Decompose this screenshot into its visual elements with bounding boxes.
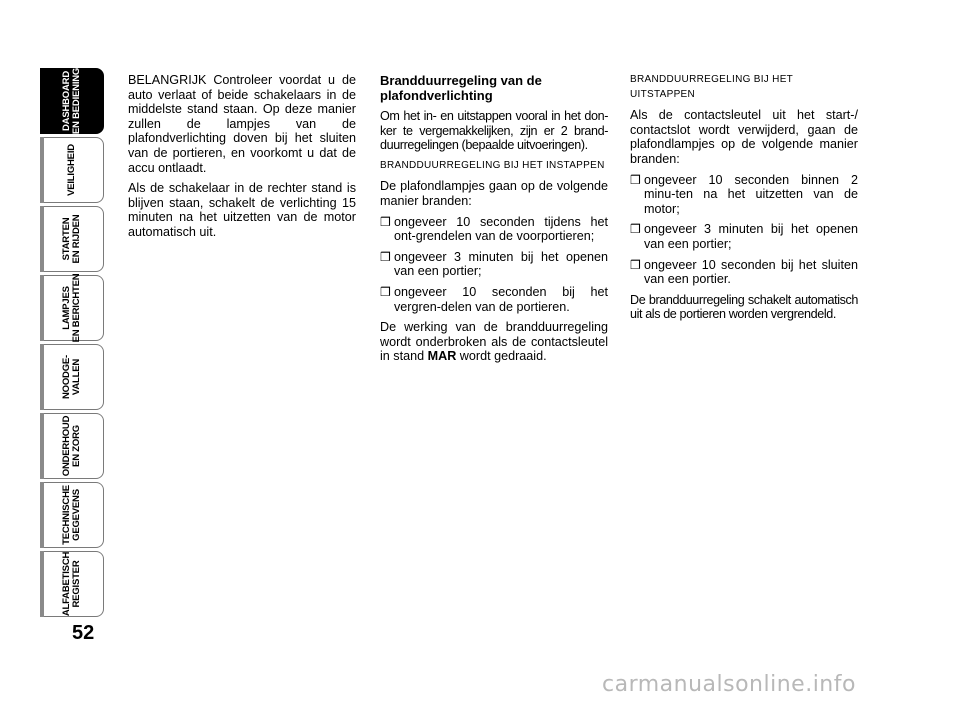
checkbox-bullet-icon: ❒ (630, 172, 641, 187)
tab-technische-gegevens[interactable] (40, 482, 104, 548)
list-item (630, 222, 858, 251)
list-item-text: ongeveer 3 minuten bij het openen van een portier; (644, 222, 858, 251)
paragraph: Als de schakelaar in de rechter stand is blijven staan, schakelt de verlichting 15 minuten na het uitzetten van de motor automatisch uit. (128, 181, 356, 239)
column-2 (380, 73, 608, 370)
tab-onderhoud-en-zorg[interactable] (40, 413, 104, 479)
column-3 (630, 73, 858, 328)
page-number: 52 (72, 622, 95, 644)
tab-dashboard-en-bediening[interactable] (40, 68, 104, 134)
subheading-uitstappen: BRANDDUURREGELING BIJ HET UITSTAPPEN (630, 74, 793, 100)
outro-paragraph (380, 320, 608, 364)
list-item-text: ongeveer 10 seconden tijdens het ont-grendelen van de voorportieren; (394, 214, 608, 244)
outro-text-end: wordt gedraaid. (459, 349, 547, 364)
tab-veiligheid[interactable] (40, 137, 104, 203)
checkbox-bullet-icon: ❒ (380, 284, 391, 299)
important-note: BELANGRIJK Controleer voordat u de auto verlaat of beide schakelaars in de middelste stand staan. Op deze manier zullen de lampjes van de plafondverlichting doven bij het sluiten van de portieren, en voorkomt u dat de accu ontlaadt. (128, 73, 356, 175)
tab-noodgevallen[interactable] (40, 344, 104, 410)
list-item (380, 250, 608, 279)
tab-label: STARTEN EN RIJDEN (60, 214, 82, 264)
checkbox-bullet-icon: ❒ (380, 214, 391, 229)
list-item (630, 258, 858, 287)
outro-text: De werking van de brandduurregeling wordt onderbroken als de contactsleutel in stand (380, 320, 608, 364)
tab-label: DASHBOARD EN BEDIENING (60, 67, 82, 135)
tab-label: VEILIGHEID (65, 144, 77, 196)
tab-label: TECHNISCHE GEGEVENS (60, 485, 82, 545)
column-1 (128, 73, 356, 246)
checkbox-bullet-icon: ❒ (630, 257, 641, 272)
list-item-text: ongeveer 10 seconden bij het sluiten van een portier. (644, 257, 858, 287)
tab-alfabetisch-register[interactable] (40, 551, 104, 617)
watermark: carmanualsonline.info (602, 672, 856, 697)
subheading-instappen: BRANDDUURREGELING BIJ HET INSTAPPEN (380, 159, 605, 171)
outro-paragraph: De brandduurregeling schakelt automatisch uit als de portieren worden vergrendeld. (630, 292, 858, 322)
checkbox-bullet-icon: ❒ (380, 249, 391, 264)
intro-paragraph: Om het in- en uitstappen vooral in het don-ker te vergemakkelijken, zijn er 2 brand-duurregelingen (bepaalde uitvoeringen). (380, 109, 608, 153)
tab-label: ONDERHOUD EN ZORG (60, 415, 82, 477)
tab-label: LAMPJES EN BERICHTEN (60, 273, 82, 343)
key-position-mar: MAR (427, 349, 457, 364)
list-item-text: ongeveer 10 seconden binnen 2 minu-ten na het uitzetten van de motor; (644, 172, 858, 216)
list-item (380, 285, 608, 314)
checkbox-bullet-icon: ❒ (630, 222, 641, 237)
chapter-tabs (40, 68, 106, 620)
list-item (630, 173, 858, 217)
list-item-text: ongeveer 10 seconden bij het vergren-delen van de portieren. (394, 284, 608, 314)
tab-label: NOODGE- VALLEN (60, 355, 82, 399)
lead-paragraph: De plafondlampjes gaan op de volgende manier branden: (380, 179, 608, 208)
list-item (380, 215, 608, 244)
tab-lampjes-en-berichten[interactable] (40, 275, 104, 341)
section-heading: Brandduurregeling van de plafondverlichting (380, 73, 542, 103)
tab-starten-en-rijden[interactable] (40, 206, 104, 272)
list-item-text: ongeveer 3 minuten bij het openen van een portier; (394, 249, 608, 279)
tab-label: ALFABETISCH REGISTER (60, 551, 82, 617)
lead-paragraph: Als de contactsleutel uit het start-/ contactslot wordt verwijderd, gaan de plafondlampjes op de volgende manier branden: (630, 108, 858, 166)
